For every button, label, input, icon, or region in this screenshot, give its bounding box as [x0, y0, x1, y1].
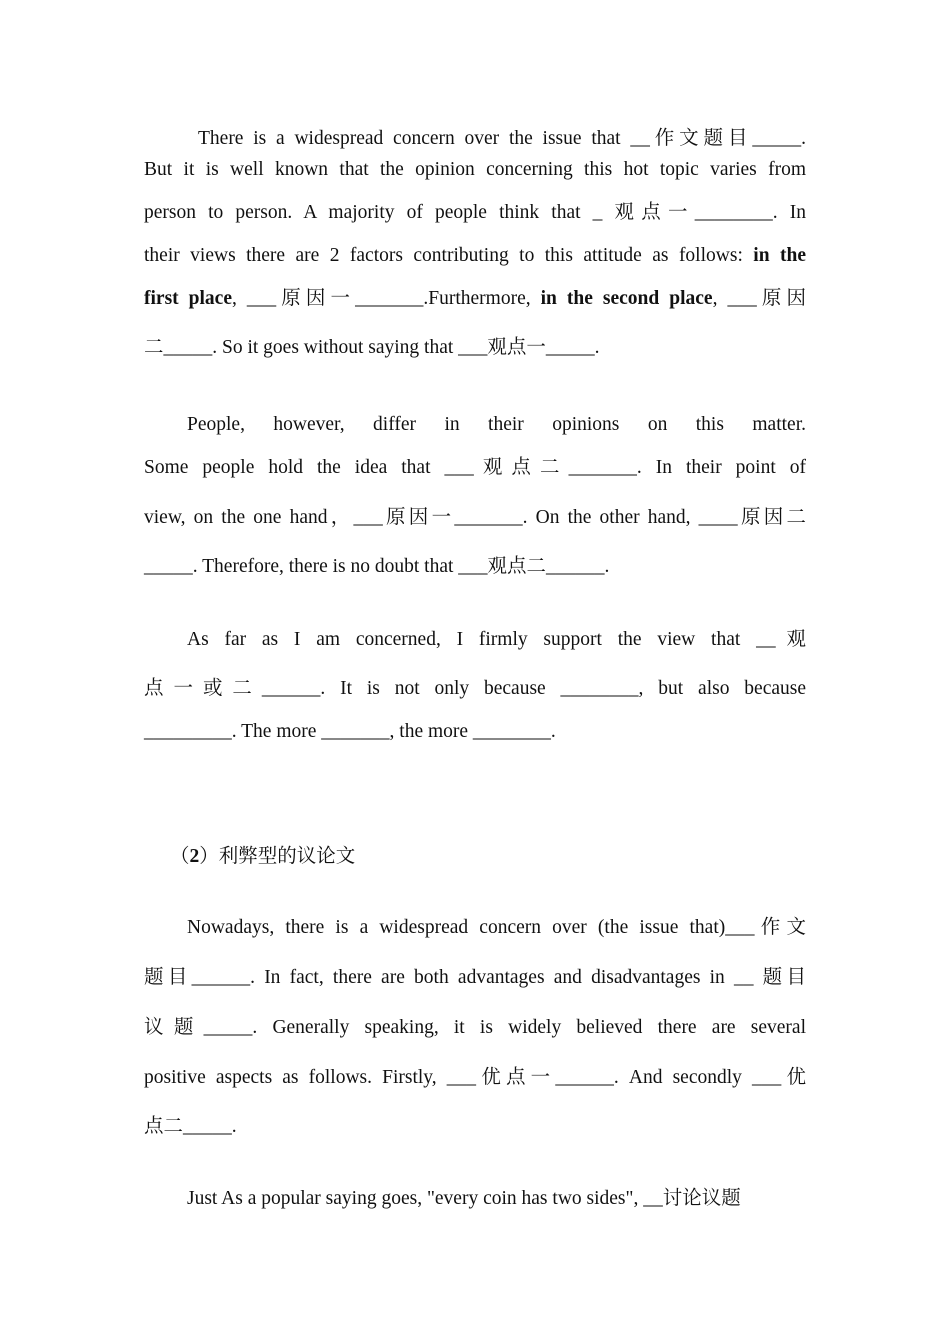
text-line: Nowadays, there is a widespread concern over (the issue that)___作文 [187, 917, 806, 938]
paragraph-1 [144, 122, 806, 368]
text-line: person to person. A majority of people think that _ 观点一________. In [144, 202, 806, 223]
heading-open-paren: （ [170, 846, 190, 867]
paragraph-2 [144, 414, 806, 587]
text-line: _________. The more _______, the more ________. [144, 721, 556, 742]
bold-phrase: in the second place [540, 288, 713, 309]
text-line: Some people hold the idea that ___观点二_______. In their point of [144, 457, 806, 478]
bold-phrase: in the [753, 245, 806, 266]
heading-number: 2 [189, 846, 200, 867]
text-segment: , ___原因一_______.Furthermore, [231, 288, 541, 309]
text-segment: their views there are 2 factors contributing to this attitude as follows: [144, 245, 754, 266]
text-line: 议题_____. Generally speaking, it is widely believed there are several [144, 1017, 806, 1038]
text-line: As far as I am concerned, I firmly support the view that __观 [187, 629, 806, 650]
heading-title: ）利弊型的议论文 [199, 846, 356, 867]
section-heading [170, 840, 355, 868]
text-line: There is a widespread concern over the issue that __作文题目_____. [198, 128, 806, 149]
text-line: view, on the one hand，___原因一_______. On the other hand, ____原因二 [144, 507, 806, 528]
text-line: But it is well known that the opinion concerning this hot topic varies from [144, 159, 806, 180]
text-line [144, 245, 806, 282]
bold-phrase: first place [144, 288, 232, 309]
text-line: 二_____. So it goes without saying that ___观点一_____. [144, 337, 600, 358]
paragraph-3 [144, 623, 806, 758]
paragraph-4 [144, 911, 806, 1147]
text-line: People, however, differ in their opinions on this matter. [187, 414, 806, 435]
text-line: 点一或二______. It is not only because ________, but also because [144, 678, 806, 699]
text-line: Just As a popular saying goes, "every coin has two sides", __讨论议题 [187, 1188, 741, 1209]
text-line [144, 282, 806, 331]
text-line: 点二_____. [144, 1116, 237, 1137]
text-segment: , ___原因 [712, 288, 806, 309]
text-line: positive aspects as follows. Firstly, ___优点一______. And secondly ___优 [144, 1067, 806, 1088]
text-line: 题目______. In fact, there are both advantages and disadvantages in __ 题目 [144, 967, 806, 988]
text-line: _____. Therefore, there is no doubt that ___观点二______. [144, 556, 610, 577]
paragraph-5 [144, 1182, 806, 1219]
